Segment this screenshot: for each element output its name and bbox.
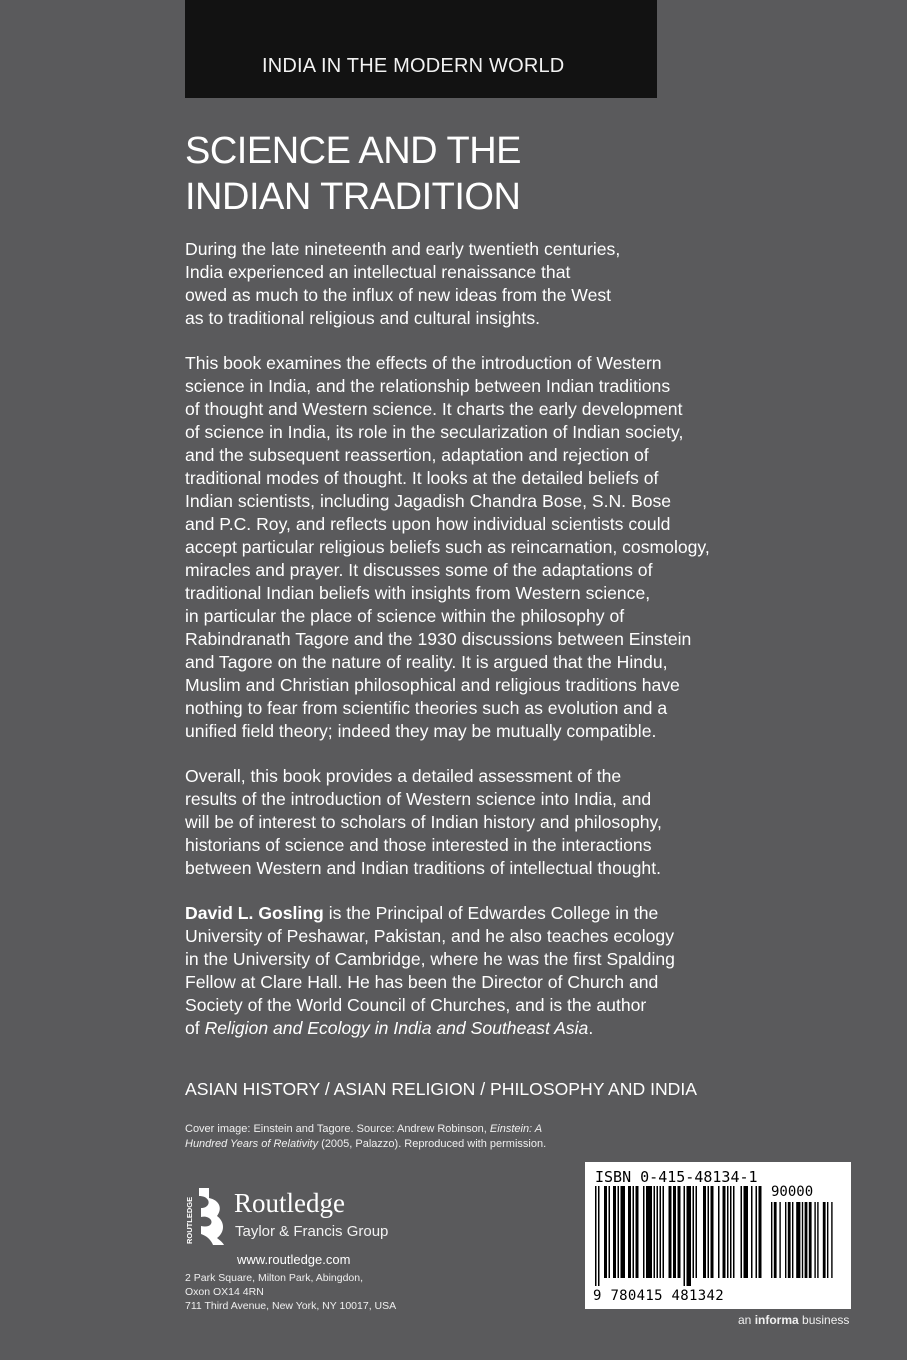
barcode-bar <box>678 1186 681 1278</box>
barcode-bar <box>604 1186 607 1278</box>
isbn-number: ISBN 0-415-48134-1 <box>595 1168 758 1186</box>
informa-tagline: an informa business <box>738 1313 850 1327</box>
barcode-bar <box>792 1202 793 1278</box>
barcode-bar <box>814 1202 815 1278</box>
isbn-barcode <box>585 1162 851 1309</box>
barcode-bar <box>609 1186 611 1278</box>
back-cover-text <box>185 238 785 1062</box>
blurb-paragraph-3: Overall, this book provides a detailed assessment of the results of the introduction of Western science into India, and will be of interest to scholars of Indian history and philosophy, historians of science and those interested in the interactions between Western and Indian traditions of intellectual thought. <box>185 766 662 878</box>
barcode-bar <box>595 1186 597 1286</box>
blurb-paragraph-2: This book examines the effects of the introduction of Western science in India, and the relationship between Indian traditions of thought and Western science. It charts the early development of science in India, its role in the secularization of Indian society, and the subsequent reassertion, adaptation and rejection of traditional modes of thought. It looks at the detailed beliefs of Indian scientists, including Jagadish Chandra Bose, S.N. Bose and P.C. Roy, and reflects upon how individual scientists could accept particular religious beliefs such as reincarnation, cosmology, miracles and prayer. It discusses some of the adaptations of traditional Indian beliefs with insights from Western science, in particular the place of science within the philosophy of Rabindranath Tagore and the 1930 discussions between Einstein and Tagore on the nature of reality. It is argued that the Hindu, Muslim and Christian philosophical and religious traditions have nothing to fear from scientific theories such as evolution and a unified field theory; indeed they may be mutually compatible. <box>185 353 710 741</box>
barcode-bar <box>693 1186 695 1278</box>
barcode-bar <box>621 1186 626 1278</box>
barcode-bar <box>660 1186 662 1278</box>
barcode-bar <box>718 1186 720 1278</box>
barcode-bar <box>730 1186 732 1278</box>
barcode-bar <box>788 1202 791 1278</box>
ean-digits: 9 780415 481342 <box>593 1288 724 1304</box>
subject-categories: ASIAN HISTORY / ASIAN RELIGION / PHILOSOPHY AND INDIA <box>185 1079 698 1099</box>
barcode-bar <box>708 1186 710 1278</box>
barcode-bar <box>817 1202 818 1278</box>
barcode-bar <box>669 1186 672 1278</box>
barcode-bar <box>756 1186 758 1278</box>
publisher-name: Routledge <box>234 1188 345 1218</box>
barcode-bar <box>646 1186 652 1278</box>
barcode-bar <box>687 1186 692 1286</box>
barcode-bar <box>751 1186 753 1278</box>
routledge-logo-text: ROUTLEDGE <box>185 1196 194 1244</box>
barcode-bar <box>663 1186 665 1278</box>
barcode-bar <box>831 1202 832 1278</box>
routledge-logo-icon <box>183 1186 229 1246</box>
barcode-bar <box>744 1186 749 1278</box>
publisher-addresses: 2 Park Square, Milton Park, Abingdon, Oxon OX14 4RN 711 Third Avenue, New York, NY 10017, USA <box>185 1272 397 1312</box>
barcode-bar <box>727 1186 729 1278</box>
barcode-bar <box>598 1186 600 1286</box>
barcode-bar <box>673 1186 676 1278</box>
publisher-group: Taylor & Francis Group <box>235 1223 389 1240</box>
barcode-bar <box>733 1186 735 1278</box>
barcode-bar <box>657 1186 659 1278</box>
book-title-line1: SCIENCE AND THE <box>185 130 521 172</box>
series-banner <box>185 0 657 98</box>
barcode-bar <box>802 1202 803 1278</box>
book-title <box>185 128 521 220</box>
blurb-paragraph-1: During the late nineteenth and early twentieth centuries, India experienced an intellectual renaissance that owed as much to the influx of new ideas from the West as to traditional religious and cultural insights. <box>185 239 621 328</box>
barcode-bar <box>805 1202 808 1278</box>
cover-image-credit: Cover image: Einstein and Tagore. Source: Andrew Robinson, Einstein: A Hundred Years of Relativity (2005, Palazzo). Reproduced with permission. <box>185 1123 547 1150</box>
barcode-bar <box>633 1186 635 1278</box>
barcode-bar <box>613 1186 616 1278</box>
barcode-bar <box>723 1186 726 1278</box>
price-code: 90000 <box>771 1184 814 1200</box>
barcode-bar <box>654 1186 656 1278</box>
book-title-line2: INDIAN TRADITION <box>185 176 521 218</box>
barcode-bar <box>741 1186 743 1278</box>
barcode-bar <box>774 1202 777 1278</box>
ean-barcode-bars <box>595 1186 763 1286</box>
barcode-bar <box>696 1186 698 1278</box>
author-name: David L. Gosling <box>185 903 324 923</box>
barcode-bar <box>703 1186 706 1278</box>
author-bio: David L. Gosling is the Principal of Edwardes College in the University of Peshawar, Pakistan, and he also teaches ecology in the University of Cambridge, where he was the first Spalding Fellow at Clare Hall. He has been the Director of Church and Society of the World Council of Churches, and is the author of Religion and Ecology in India and Southeast Asia. <box>185 903 675 1038</box>
barcode-bar <box>771 1202 772 1278</box>
barcode-bar <box>785 1202 786 1278</box>
barcode-bar <box>684 1186 686 1286</box>
series-title: INDIA IN THE MODERN WORLD <box>262 55 565 77</box>
addon-barcode-bars <box>771 1202 841 1286</box>
barcode-bar <box>779 1202 780 1278</box>
author-book-title: Religion and Ecology in India and Southeast Asia <box>204 1018 589 1038</box>
barcode-bar <box>809 1202 812 1278</box>
barcode-bar <box>796 1202 800 1278</box>
barcode-bar <box>759 1186 762 1278</box>
barcode-bar <box>636 1186 639 1278</box>
barcode-bar <box>827 1202 828 1278</box>
publisher-website[interactable]: www.routledge.com <box>237 1252 351 1267</box>
barcode-bar <box>643 1186 645 1278</box>
barcode-bar <box>628 1186 631 1278</box>
barcode-bar <box>618 1186 620 1278</box>
barcode-bar <box>711 1186 714 1278</box>
barcode-bar <box>823 1202 826 1278</box>
